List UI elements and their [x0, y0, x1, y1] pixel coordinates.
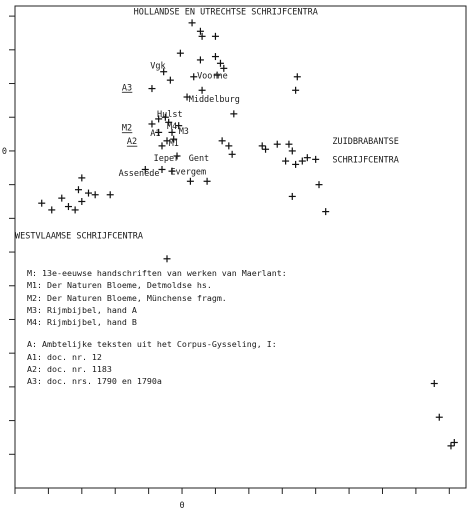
data-point — [92, 191, 99, 198]
point-label: SCHRIJFCENTRA — [332, 155, 399, 166]
plot-frame — [15, 6, 466, 488]
point-label: Middelburg — [188, 95, 240, 106]
data-point — [289, 193, 296, 200]
point-label: Gent — [188, 154, 210, 165]
data-point — [217, 60, 224, 67]
data-point — [262, 146, 269, 153]
point-label: A1 — [150, 128, 161, 139]
data-point — [75, 186, 82, 193]
data-point — [322, 208, 329, 215]
point-label: A2 — [126, 137, 138, 148]
point-label: M3 — [178, 127, 189, 138]
legend-m2: M2: Der Naturen Bloeme, Münchense fragm. — [27, 292, 227, 303]
data-point — [447, 442, 454, 449]
data-point — [292, 161, 299, 168]
data-point — [212, 53, 219, 60]
axis-ticks — [2, 16, 449, 511]
data-point — [197, 28, 204, 35]
data-point — [304, 154, 311, 161]
data-point — [177, 50, 184, 57]
legend-a3: A3: doc. nrs. 1790 en 1790a — [27, 376, 162, 387]
point-label: M1 — [168, 138, 179, 149]
data-point — [158, 142, 165, 149]
data-point — [259, 142, 266, 149]
data-point — [212, 33, 219, 40]
point-label: HOLLANDSE EN UTRECHTSE SCHRIJFCENTRA — [133, 7, 318, 18]
data-point — [316, 181, 323, 188]
point-label: Vgk — [150, 61, 166, 72]
data-point — [158, 166, 165, 173]
data-point — [58, 195, 65, 202]
legend-a-title: A: Ambtelijke teksten uit het Corpus-Gysseling, I: — [27, 339, 277, 350]
y-tick-label: 0 — [1, 146, 7, 157]
legend-m3: M3: Rijmbijbel, hand A — [27, 304, 137, 315]
data-point — [197, 56, 204, 63]
data-point — [65, 203, 72, 210]
data-point — [436, 414, 443, 421]
point-label: M4 — [167, 122, 178, 133]
data-point — [312, 156, 319, 163]
data-point — [167, 77, 174, 84]
data-point — [148, 120, 155, 127]
legend-a2: A2: doc. nr. 1183 — [27, 364, 112, 375]
point-label: Evergem — [170, 167, 207, 178]
data-point — [85, 190, 92, 197]
data-point — [189, 19, 196, 26]
data-point — [48, 206, 55, 213]
data-point — [78, 198, 85, 205]
data-point — [451, 439, 458, 446]
point-label: M2 — [121, 123, 133, 134]
point-label: Voorne — [197, 71, 228, 82]
data-point — [285, 141, 292, 148]
data-point — [148, 85, 155, 92]
data-point — [204, 178, 211, 185]
data-point — [187, 178, 194, 185]
data-point — [225, 142, 232, 149]
point-label: WESTVLAAMSE SCHRIJFCENTRA — [15, 231, 143, 242]
legend-m-title: M: 13e-eeuwse handschriften van werken van Maerlant: — [27, 268, 287, 278]
legend-m1: M1: Der Naturen Bloeme, Detmoldse hs. — [27, 280, 212, 291]
data-point — [229, 151, 236, 158]
data-point — [230, 110, 237, 117]
data-point — [431, 380, 438, 387]
data-point — [199, 33, 206, 40]
point-label: Assenede — [118, 169, 160, 180]
data-point — [38, 200, 45, 207]
annotations — [15, 7, 399, 241]
data-point — [107, 191, 114, 198]
data-point — [282, 158, 289, 165]
data-point — [292, 87, 299, 94]
legend-a1: A1: doc. nr. 12 — [27, 351, 102, 362]
legend-m4: M4: Rijmbijbel, hand B — [27, 317, 137, 328]
data-point — [219, 137, 226, 144]
legend — [27, 267, 287, 388]
data-point — [299, 158, 306, 165]
point-label: A3 — [121, 83, 133, 94]
point-label: ZUIDBRABANTSE — [332, 137, 399, 148]
data-point — [72, 206, 79, 213]
data-point — [164, 255, 171, 262]
x-tick-label: 0 — [179, 501, 185, 511]
data-point — [78, 174, 85, 181]
data-point — [274, 141, 281, 148]
data-point — [294, 73, 301, 80]
point-label: Ieper — [153, 154, 180, 165]
data-point — [199, 87, 206, 94]
point-label: Hulst — [156, 110, 183, 121]
data-point — [289, 147, 296, 154]
